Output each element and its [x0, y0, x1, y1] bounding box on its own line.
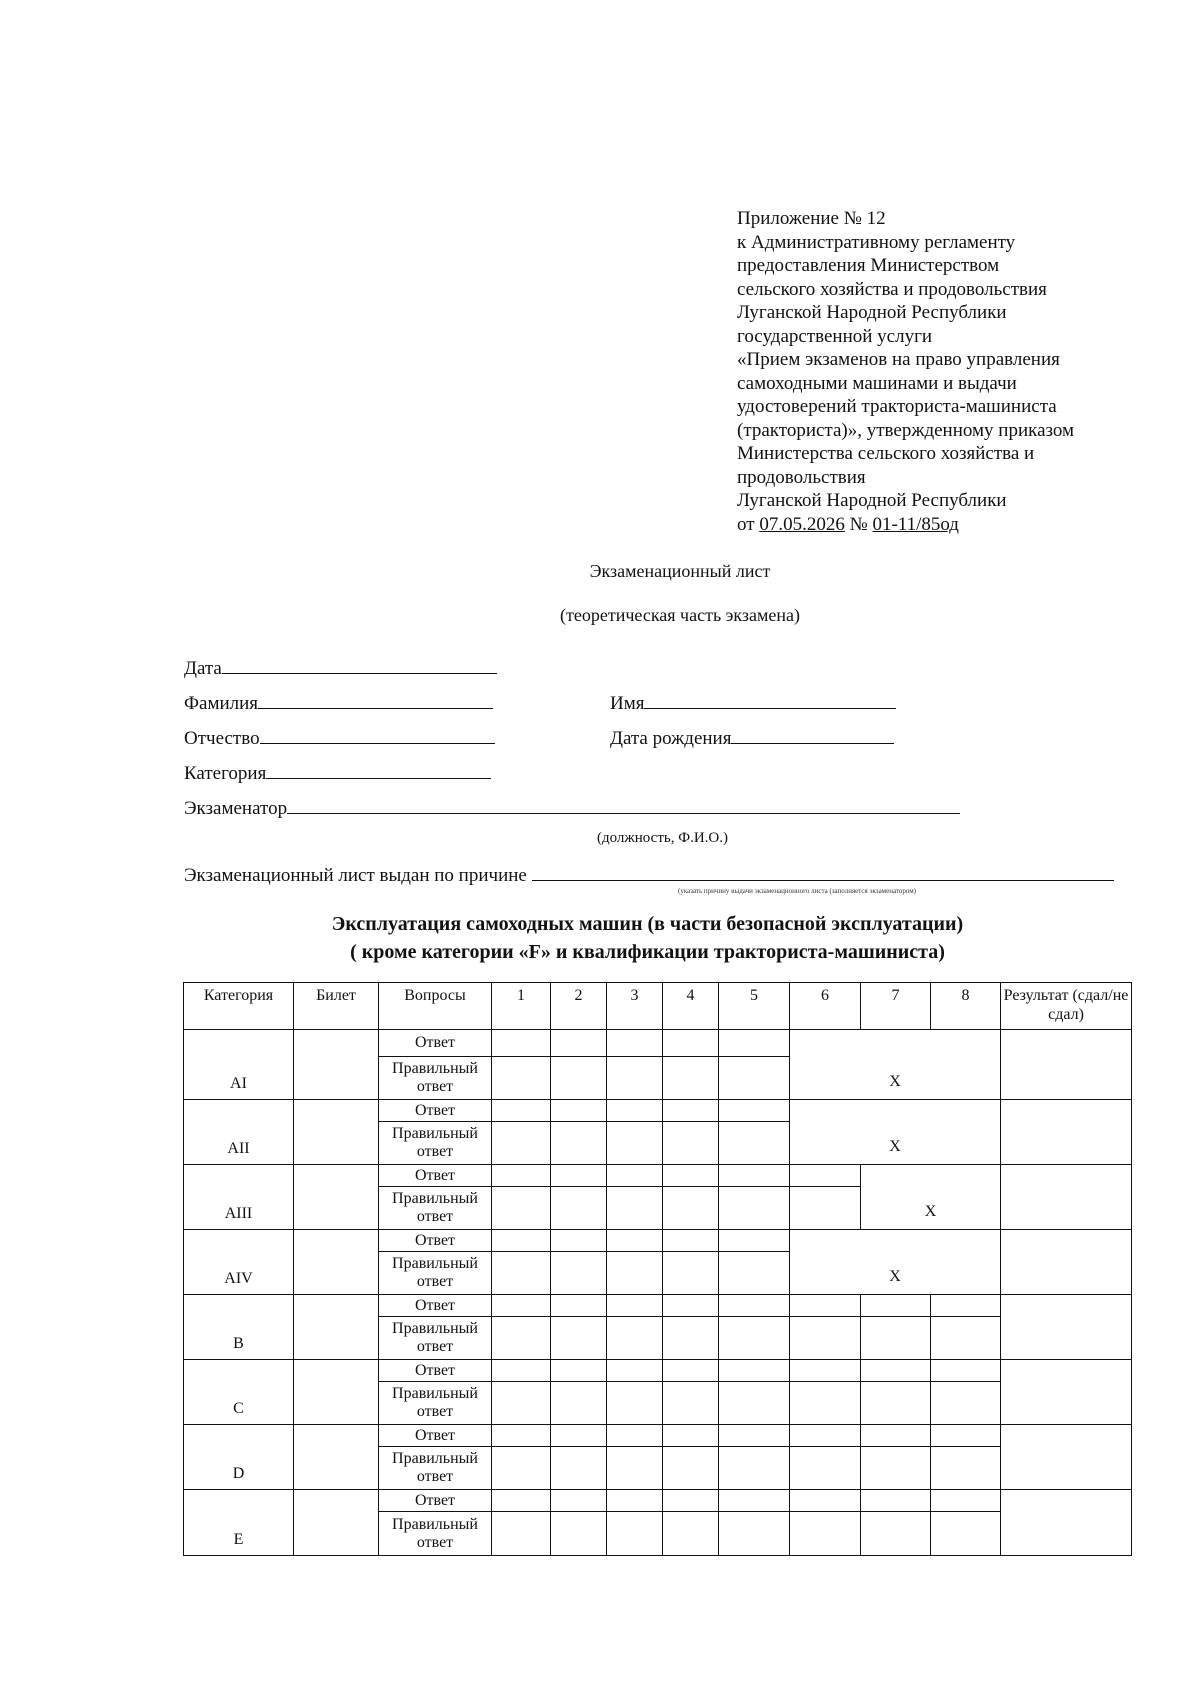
appendix-line: самоходными машинами и выдачи [737, 372, 1017, 394]
correct-answer-label: Правильный ответ [379, 1447, 492, 1490]
answer-cell[interactable] [931, 1490, 1001, 1512]
correct-answer-label: Правильный ответ [379, 1317, 492, 1360]
correct-cell[interactable] [551, 1057, 607, 1100]
correct-cell[interactable] [719, 1057, 790, 1100]
answer-cell[interactable] [719, 1425, 790, 1447]
result-cell[interactable] [1001, 1295, 1132, 1360]
answer-label: Ответ [379, 1030, 492, 1057]
correct-answer-label: Правильный ответ [379, 1187, 492, 1230]
appendix-line: Министерства сельского хозяйства и [737, 443, 1035, 464]
ticket-cell[interactable] [294, 1490, 379, 1556]
correct-cell[interactable] [790, 1317, 861, 1360]
category-cell: AII [184, 1100, 294, 1165]
appendix-line: государственной услуги [737, 325, 933, 347]
crossed-cell: X [790, 1100, 1001, 1165]
answer-cell[interactable] [551, 1425, 607, 1447]
correct-cell[interactable] [663, 1447, 719, 1490]
answer-cell[interactable] [663, 1100, 719, 1122]
appendix-line: удостоверений тракториста-машиниста [737, 396, 1057, 417]
reason-field[interactable] [184, 862, 1114, 887]
category-cell: AIV [184, 1230, 294, 1295]
result-cell[interactable] [1001, 1030, 1132, 1100]
correct-cell[interactable] [861, 1382, 931, 1425]
correct-cell[interactable] [861, 1317, 931, 1360]
order-reference [737, 513, 1157, 537]
table-header-row [184, 983, 1132, 1030]
correct-cell[interactable] [719, 1447, 790, 1490]
ticket-cell[interactable] [294, 1165, 379, 1230]
correct-cell[interactable] [663, 1382, 719, 1425]
correct-cell[interactable] [607, 1252, 663, 1295]
correct-cell[interactable] [551, 1122, 607, 1165]
header-q1: 1 [492, 983, 551, 1030]
answer-cell[interactable] [861, 1490, 931, 1512]
correct-cell[interactable] [607, 1382, 663, 1425]
answer-cell[interactable] [607, 1230, 663, 1252]
category-line[interactable] [266, 760, 491, 779]
answer-cell[interactable] [607, 1100, 663, 1122]
correct-cell[interactable] [663, 1057, 719, 1100]
answer-label: Ответ [379, 1165, 492, 1187]
answer-label: Ответ [379, 1490, 492, 1512]
result-cell[interactable] [1001, 1230, 1132, 1295]
answer-label: Ответ [379, 1100, 492, 1122]
order-number: 01-11/85од [872, 513, 959, 535]
order-prefix: от [737, 513, 755, 535]
surname-field[interactable] [184, 690, 493, 715]
correct-cell[interactable] [663, 1512, 719, 1556]
correct-cell[interactable] [492, 1317, 551, 1360]
answer-cell[interactable] [607, 1490, 663, 1512]
appendix-line: к Административному регламенту [737, 231, 1016, 253]
ticket-cell[interactable] [294, 1360, 379, 1425]
answer-cell[interactable] [663, 1425, 719, 1447]
answer-cell[interactable] [719, 1490, 790, 1512]
header-q4: 4 [663, 983, 719, 1030]
answer-cell[interactable] [492, 1230, 551, 1252]
correct-cell[interactable] [719, 1122, 790, 1165]
answer-cell[interactable] [719, 1030, 790, 1057]
examiner-line[interactable] [287, 795, 960, 814]
header-q5: 5 [719, 983, 790, 1030]
answer-label: Ответ [379, 1425, 492, 1447]
correct-cell[interactable] [790, 1447, 861, 1490]
correct-cell[interactable] [719, 1252, 790, 1295]
category-label: Категория [184, 763, 267, 784]
ticket-cell[interactable] [294, 1425, 379, 1490]
correct-cell[interactable] [551, 1317, 607, 1360]
answer-cell[interactable] [492, 1425, 551, 1447]
appendix-header [737, 207, 1157, 536]
answer-label: Ответ [379, 1230, 492, 1252]
category-cell: B [184, 1295, 294, 1360]
correct-answer-label: Правильный ответ [379, 1122, 492, 1165]
appendix-line: предоставления Министерством [737, 255, 1000, 276]
section-title-line1: Эксплуатация самоходных машин (в части безопасной эксплуатации) [331, 913, 964, 935]
answer-cell[interactable] [663, 1165, 719, 1187]
correct-cell[interactable] [790, 1512, 861, 1556]
result-cell[interactable] [1001, 1100, 1132, 1165]
correct-cell[interactable] [607, 1057, 663, 1100]
answer-cell[interactable] [607, 1165, 663, 1187]
table-row [184, 1360, 1132, 1382]
answer-cell[interactable] [492, 1360, 551, 1382]
correct-cell[interactable] [719, 1382, 790, 1425]
answer-cell[interactable] [663, 1490, 719, 1512]
answer-cell[interactable] [551, 1030, 607, 1057]
correct-cell[interactable] [492, 1122, 551, 1165]
order-date: 07.05.2026 [759, 513, 845, 535]
patronymic-field[interactable] [184, 725, 495, 750]
table-row [184, 1425, 1132, 1447]
header-q2: 2 [551, 983, 607, 1030]
correct-cell[interactable] [931, 1447, 1001, 1490]
appendix-line: сельского хозяйства и продовольствия [737, 278, 1047, 300]
answer-cell[interactable] [861, 1360, 931, 1382]
surname-label: Фамилия [184, 693, 259, 714]
correct-cell[interactable] [607, 1122, 663, 1165]
sheet-title: Экзаменационный лист [589, 561, 771, 581]
answer-cell[interactable] [663, 1295, 719, 1317]
reason-line[interactable] [532, 862, 1114, 881]
category-cell: AI [184, 1030, 294, 1100]
answer-cell[interactable] [663, 1230, 719, 1252]
header-q7: 7 [861, 983, 931, 1030]
category-field[interactable] [184, 760, 491, 785]
crossed-cell: X [861, 1165, 1001, 1230]
table-row [184, 1030, 1132, 1057]
correct-cell[interactable] [492, 1382, 551, 1425]
correct-cell[interactable] [607, 1187, 663, 1230]
correct-cell[interactable] [719, 1317, 790, 1360]
appendix-line: Луганской Народной Республики [737, 302, 1007, 323]
section-title-line2: ( кроме категории «F» и квалификации тракториста-машиниста) [350, 941, 945, 963]
answer-label: Ответ [379, 1295, 492, 1317]
category-cell: C [184, 1360, 294, 1425]
birthdate-label: Дата рождения [610, 728, 732, 749]
sheet-subtitle: (теоретическая часть экзамена) [560, 605, 800, 625]
correct-cell[interactable] [931, 1382, 1001, 1425]
crossed-cell: X [790, 1030, 1001, 1100]
correct-cell[interactable] [663, 1187, 719, 1230]
reason-label: Экзаменационный лист выдан по причине [184, 865, 527, 886]
result-cell[interactable] [1001, 1490, 1132, 1556]
correct-cell[interactable] [607, 1512, 663, 1556]
answer-cell[interactable] [551, 1490, 607, 1512]
correct-cell[interactable] [492, 1057, 551, 1100]
surname-line[interactable] [258, 690, 493, 709]
answer-cell[interactable] [663, 1360, 719, 1382]
correct-cell[interactable] [663, 1252, 719, 1295]
examiner-hint: (должность, Ф.И.О.) [597, 830, 728, 846]
answer-cell[interactable] [861, 1425, 931, 1447]
answer-cell[interactable] [931, 1425, 1001, 1447]
answer-cell[interactable] [719, 1165, 790, 1187]
header-questions: Вопросы [379, 983, 492, 1030]
header-ticket: Билет [294, 983, 379, 1030]
answer-cell[interactable] [607, 1295, 663, 1317]
answer-cell[interactable] [790, 1295, 861, 1317]
correct-cell[interactable] [607, 1447, 663, 1490]
answer-cell[interactable] [492, 1165, 551, 1187]
ticket-cell[interactable] [294, 1100, 379, 1165]
answer-cell[interactable] [492, 1295, 551, 1317]
appendix-line: «Прием экзаменов на право управления [737, 349, 1060, 370]
answer-cell[interactable] [492, 1490, 551, 1512]
answer-cell[interactable] [551, 1100, 607, 1122]
header-result: Результат (сдал/не сдал) [1001, 983, 1132, 1030]
table-row [184, 1490, 1132, 1512]
answer-cell[interactable] [790, 1165, 861, 1187]
table-row [184, 1230, 1132, 1252]
header-q8: 8 [931, 983, 1001, 1030]
answer-label: Ответ [379, 1360, 492, 1382]
answer-cell[interactable] [719, 1100, 790, 1122]
correct-answer-label: Правильный ответ [379, 1512, 492, 1556]
answer-cell[interactable] [607, 1030, 663, 1057]
category-cell: E [184, 1490, 294, 1556]
answer-cell[interactable] [663, 1030, 719, 1057]
correct-cell[interactable] [607, 1317, 663, 1360]
result-cell[interactable] [1001, 1165, 1132, 1230]
ticket-cell[interactable] [294, 1295, 379, 1360]
birthdate-field[interactable] [610, 725, 894, 750]
answer-cell[interactable] [551, 1295, 607, 1317]
appendix-line: Приложение № 12 [737, 208, 886, 229]
correct-cell[interactable] [551, 1447, 607, 1490]
ticket-cell[interactable] [294, 1030, 379, 1100]
header-q6: 6 [790, 983, 861, 1030]
appendix-line: Луганской Народной Республики [737, 490, 1007, 511]
answer-cell[interactable] [719, 1230, 790, 1252]
answer-cell[interactable] [551, 1230, 607, 1252]
correct-cell[interactable] [492, 1252, 551, 1295]
answer-cell[interactable] [607, 1360, 663, 1382]
correct-cell[interactable] [790, 1382, 861, 1425]
answer-cell[interactable] [790, 1360, 861, 1382]
correct-cell[interactable] [663, 1317, 719, 1360]
appendix-line: продовольствия [737, 466, 866, 488]
correct-cell[interactable] [492, 1447, 551, 1490]
examiner-label: Экзаменатор [184, 798, 288, 819]
crossed-cell: X [790, 1230, 1001, 1295]
answer-cell[interactable] [719, 1360, 790, 1382]
correct-cell[interactable] [551, 1512, 607, 1556]
correct-cell[interactable] [551, 1187, 607, 1230]
correct-cell[interactable] [492, 1187, 551, 1230]
result-cell[interactable] [1001, 1425, 1132, 1490]
correct-cell[interactable] [663, 1122, 719, 1165]
name-label: Имя [610, 693, 645, 714]
answer-cell[interactable] [931, 1360, 1001, 1382]
correct-cell[interactable] [551, 1252, 607, 1295]
category-cell: D [184, 1425, 294, 1490]
correct-cell[interactable] [931, 1512, 1001, 1556]
appendix-line: (тракториста)», утвержденному приказом [737, 419, 1075, 441]
table-row [184, 1295, 1132, 1317]
patronymic-label: Отчество [184, 728, 260, 749]
correct-answer-label: Правильный ответ [379, 1252, 492, 1295]
correct-answer-label: Правильный ответ [379, 1057, 492, 1100]
correct-cell[interactable] [861, 1447, 931, 1490]
answer-cell[interactable] [492, 1100, 551, 1122]
header-category: Категория [184, 983, 294, 1030]
correct-cell[interactable] [719, 1512, 790, 1556]
ticket-cell[interactable] [294, 1230, 379, 1295]
date-line[interactable] [222, 655, 497, 674]
date-field[interactable] [184, 655, 497, 680]
correct-cell[interactable] [931, 1317, 1001, 1360]
reason-hint: (указать причину выдачи экзаменационного листа (заполняется экзаменатором) [678, 887, 916, 895]
name-field[interactable] [610, 690, 896, 715]
result-cell[interactable] [1001, 1360, 1132, 1425]
correct-cell[interactable] [551, 1382, 607, 1425]
correct-cell[interactable] [492, 1512, 551, 1556]
answer-cell[interactable] [931, 1295, 1001, 1317]
table-row [184, 1100, 1132, 1122]
header-q3: 3 [607, 983, 663, 1030]
answer-cell[interactable] [790, 1425, 861, 1447]
birthdate-line[interactable] [731, 725, 894, 744]
name-line[interactable] [644, 690, 896, 709]
table-row [184, 1165, 1132, 1187]
exam-table [183, 982, 1132, 1556]
answer-cell[interactable] [719, 1295, 790, 1317]
answer-cell[interactable] [492, 1030, 551, 1057]
answer-cell[interactable] [551, 1360, 607, 1382]
date-label: Дата [184, 658, 222, 679]
correct-cell[interactable] [861, 1512, 931, 1556]
answer-cell[interactable] [861, 1295, 931, 1317]
correct-cell[interactable] [719, 1187, 790, 1230]
answer-cell[interactable] [790, 1490, 861, 1512]
category-cell: AIII [184, 1165, 294, 1230]
patronymic-line[interactable] [260, 725, 495, 744]
answer-cell[interactable] [551, 1165, 607, 1187]
correct-cell[interactable] [790, 1187, 861, 1230]
correct-answer-label: Правильный ответ [379, 1382, 492, 1425]
order-no-sign: № [849, 513, 868, 535]
examiner-field[interactable] [184, 795, 960, 820]
answer-cell[interactable] [607, 1425, 663, 1447]
